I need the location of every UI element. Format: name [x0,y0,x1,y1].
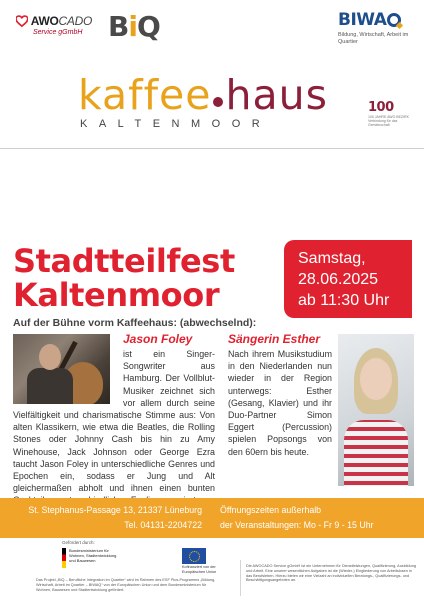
biwaq-q-icon [387,13,401,27]
awocado-name: AWOCADO [30,14,92,28]
kaffeehaus-subtitle: KALTENMOOR [80,118,272,130]
eu-flag-icon [182,548,206,564]
biq-logo: BiQ [108,10,160,43]
jason-foley-description: ist ein Singer-Songwriter aus Hamburg. Der Vollblut-Musiker zeichnet sich vor allem durch seine Vielfältigkeit und charismatische Stimme aus: Von alten Klassikern, wie etwa die Beatles, die Rolling Stones oder Johnny Cash bis hin zu Amy Winehouse, Jack Johnson oder George Ezra taucht Jason Foley in unterschiedliche Genres und Epochen ein, sodass er Jung und Alt gleichermaßen abholt und ihnen einen bunten [13,349,215,494]
esther-name: Sängerin Esther [228,332,321,346]
awocado-logo [16,14,92,36]
event-title: Stadtteilfest Kaltenmoor [13,242,235,314]
date-box: Samstag, 28.06.2025 ab 11:30 Uhr [284,240,412,318]
address-block [0,503,212,533]
kaffeehaus-brand [0,72,424,134]
awo-100-years-logo: 100 100 JAHRE AWO BEZIRK Verbindung für das Gemeinschaft [368,100,409,128]
footer-divider [240,560,241,596]
footer [0,538,424,600]
jason-foley-name: Jason Foley [123,332,193,346]
logo-row [0,0,424,60]
funding-note: Das Projekt „BIQ – Berufliche Integration im Quartier“ wird im Rahmen des ESF Plus-Programms „Bildung, Wirtschaft, Arbeit im Quartier – BIWAQ“ von der Europäischen Union und dem Bundesministerium für Wohnen, Bauwesen und Stadtentwicklung gefördert. [36,578,216,592]
phone: Tel. 04131-2204722 [124,520,202,530]
awocado-subtitle: Service gGmbH [33,29,83,36]
biwaq-subtitle: Bildung, Wirtschaft, Arbeit im Quartier [338,32,409,45]
bundesministerium-logo: Bundesministerium für Wohnen, Stadtentwicklung und Bauwesen [62,548,122,572]
heart-icon [16,15,28,28]
german-flag-icon [62,548,66,568]
funded-label: Gefördert durch: [62,540,95,545]
esther-description: Nach ihrem Musikstudium in den Niederlanden nun wieder in der Region unterwegs: Esther (Gesang, Klavier) und ihr Duo-Partner Simon Eggert (Percussion) spielen Popsongs von den 60ern bis heute. [228,349,332,457]
dot-icon [213,97,223,107]
info-band [0,498,424,538]
esther-photo [338,334,414,486]
divider [0,148,424,149]
eu-logo: Kofinanziert von der Europäischen Union [182,548,232,574]
biwaq-logo: BIWA Bildung, Wirtschaft, Arbeit im Quartier [338,10,414,46]
kaffeehaus-logo: kaffee haus [78,71,328,119]
awocado-note: Die AWOCADO Service gGmbH ist ein Unternehmen für Dienstleistungen, Qualifizierung, Ausbildung und Arbeit. Eine unserer wesentlichen Aufgaben ist die (Wieder-) Eingliederung von Arbeitslosen in das Berufsleben. Hierzu bieten wir eine Vielzahl an individuellen Beratungs-, Qualifizierungs- und Beschäftigungsangeboten an. [246,564,416,583]
address: St. Stephanus-Passage 13, 21337 Lüneburg [28,505,202,515]
stage-subheading: Auf der Bühne vorm Kaffeehaus: (abwechselnd): [13,317,257,329]
opening-hours: Öffnungszeiten außerhalb der Veranstaltungen: Mo - Fr 9 - 15 Uhr [220,505,374,530]
